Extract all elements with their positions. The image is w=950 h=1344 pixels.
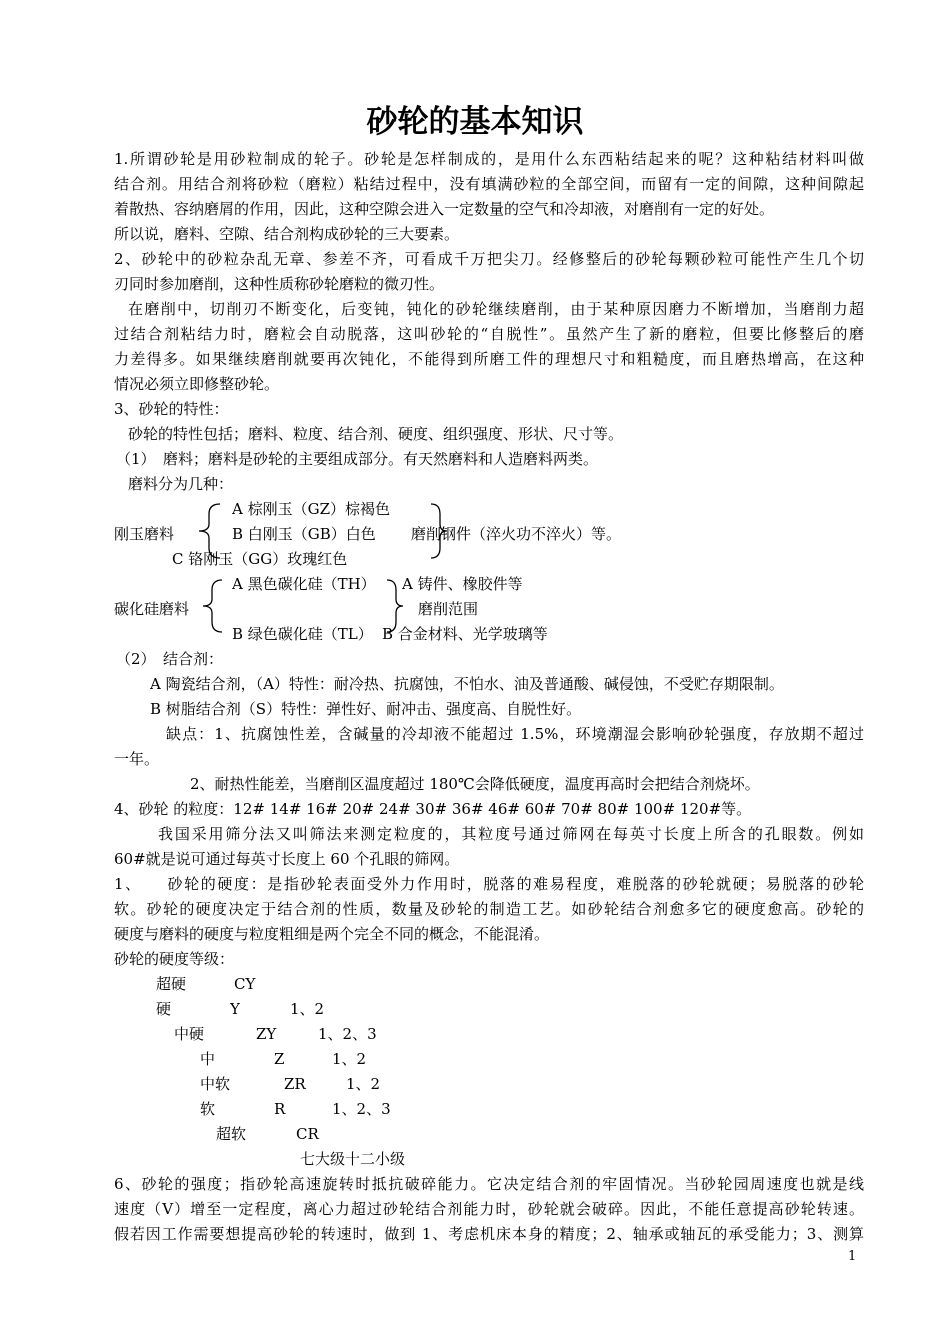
sic-black: A 黑色碳化硅（TH） [232,575,376,593]
paragraph-line: 砂轮的特性包括；磨料、粒度、结合剂、硬度、组织强度、形状、尺寸等。 [128,425,624,443]
strength-line: 速度（V）增至一定程度，离心力超过砂轮结合剂能力时，砂轮就会破碎。因此，不能任意提高砂轮转速。 [114,1200,864,1218]
right-brace-icon [428,502,450,560]
hardness-line: 1、 砂轮的硬度：是指砂轮表面受外力作用时，脱落的难易程度，难脱落的砂轮就硬；易脱落的砂轮 [114,875,864,893]
hardness-line: 硬度与磨料的硬度与粒度粗细是两个完全不同的概念，不能混淆。 [114,925,550,943]
paragraph-line: 2、砂轮中的砂粒杂乱无章、参差不齐，可看成千万把尖刀。经修整后的砂轮每颗砂粒可能性产生几个切 [114,250,864,268]
hardness-summary: 七大级十二小级 [300,1150,406,1168]
corundum-note: 磨削钢件（淬火功不淬火）等。 [411,525,622,543]
left-brace-icon [194,502,224,560]
bond-flaw-1: 缺点：1、抗腐蚀性差，含碱量的冷却液不能超过 1.5%，环境潮湿会影响砂轮强度，存放期不超过 [166,725,864,743]
grade-name: 软 [200,1100,216,1118]
corundum-label: 刚玉磨料 [114,525,175,543]
paragraph-line: 着散热、容纳磨屑的作用，因此，这种空隙会进入一定数量的空气和冷却液，对磨削有一定的好处。 [114,200,775,218]
grade-code: ZR [284,1075,306,1093]
grade-name: 中 [200,1050,216,1068]
grade-name: 硬 [156,1000,172,1018]
grade-name: 超软 [216,1125,247,1143]
bond-flaw-1-cont: 一年。 [114,750,160,768]
page-number: 1 [848,1249,857,1264]
paragraph-line: 情况必须立即修整砂轮。 [114,375,280,393]
grade-subgrades: 1、2 [290,1000,325,1018]
strength-line: 6、砂轮的强度；指砂轮高速旋转时抵抗破碎能力。它决定结合剂的牢固情况。当砂轮园周速度也就是线 [114,1175,864,1193]
hardness-grade-title: 砂轮的硬度等级： [114,950,235,968]
grain-desc: 我国采用筛分法又叫筛法来测定粒度的，其粒度号通过筛网在每英寸长度上所含的孔眼数。例如 [158,825,864,843]
grade-name: 中硬 [174,1025,205,1043]
grain-desc: 60#就是说可通过每英寸长度上 60 个孔眼的筛网。 [114,850,460,868]
corundum-chrome: C 铬刚玉（GG）玫瑰红色 [172,550,348,568]
grade-code: Y [230,1000,240,1018]
paragraph-line: 所以说，磨料、空隙、结合剂构成砂轮的三大要素。 [114,225,460,243]
grade-subgrades: 1、2、3 [332,1100,391,1118]
grade-code: CY [234,975,256,993]
paragraph-line: 磨料分为几种： [128,475,234,493]
grade-code: ZY [256,1025,277,1043]
bond-heading: （2） 结合剂： [116,650,224,668]
hardness-line: 软。砂轮的硬度决定于结合剂的性质，数量及砂轮的制造工艺。如砂轮结合剂愈多它的硬度愈高。砂轮的 [114,900,864,918]
subsection-heading: （1） 磨料；磨料是砂轮的主要组成部分。有天然磨料和人造磨料两类。 [116,450,599,468]
page-title: 砂轮的基本知识 [366,104,584,140]
sic-label: 碳化硅磨料 [114,600,190,618]
sic-green-use: B 合金材料、光学玻璃等 [382,625,548,643]
sic-black-use: A 铸件、橡胶件等 [402,575,523,593]
grain-line: 4、砂轮 的粒度：12# 14# 16# 20# 24# 30# 36# 46# 60# 70# 80# 100# 120#等。 [114,800,752,818]
section-heading: 3、砂轮的特性： [114,400,229,418]
grade-subgrades: 1、2 [346,1075,381,1093]
grade-code: Z [274,1050,285,1068]
grade-name: 超硬 [156,975,187,993]
sic-range: 磨削范围 [418,600,479,618]
paragraph-line: 1.所谓砂轮是用砂粒制成的轮子。砂轮是怎样制成的，是用什么东西粘结起来的呢？这种粘结材料叫做 [114,150,864,168]
right-brace-icon [384,578,406,634]
strength-line: 假若因工作需要想提高砂轮的转速时，做到 1、考虑机床本身的精度；2、轴承或轴瓦的承受能力；3、测算 [114,1225,864,1243]
grade-code: CR [296,1125,319,1143]
sic-green: B 绿色碳化硅（TL） [232,625,373,643]
grade-subgrades: 1、2、3 [318,1025,377,1043]
bond-resin: B 树脂结合剂（S）特性：弹性好、耐冲击、强度高、自脱性好。 [150,700,582,718]
paragraph-line: 结合剂。用结合剂将砂粒（磨粒）粘结过程中，没有填满砂粒的全部空间，而留有一定的间隙，这种间隙起 [114,175,864,193]
bond-flaw-2: 2、耐热性能差，当磨削区温度超过 180℃会降低硬度，温度再高时会把结合剂烧坏。 [190,775,760,793]
paragraph-line: 在磨削中，切削刃不断变化，后变钝，钝化的砂轮继续磨削，由于某种原因磨力不断增加，当磨削力超 [128,300,864,318]
paragraph-line: 过结合剂粘结力时，磨粒会自动脱落，这叫砂轮的“自脱性”。虽然产生了新的磨粒，但要比修整后的磨 [114,325,864,343]
grade-code: R [274,1100,286,1118]
paragraph-line: 刃同时参加磨削，这种性质称砂轮磨粒的微刃性。 [114,275,445,293]
corundum-white: B 白刚玉（GB）白色 [232,525,376,543]
grade-subgrades: 1、2 [332,1050,367,1068]
left-brace-icon [198,578,226,634]
bond-ceramic: A 陶瓷结合剂，（A）特性：耐冷热、抗腐蚀，不怕水、油及普通酸、碱侵蚀，不受贮存期限制。 [150,675,784,693]
paragraph-line: 力差得多。如果继续磨削就要再次钝化，不能得到所磨工件的理想尺寸和粗糙度，而且磨热增高，在这种 [114,350,864,368]
grade-name: 中软 [200,1075,231,1093]
corundum-brown: A 棕刚玉（GZ）棕褐色 [232,500,391,518]
